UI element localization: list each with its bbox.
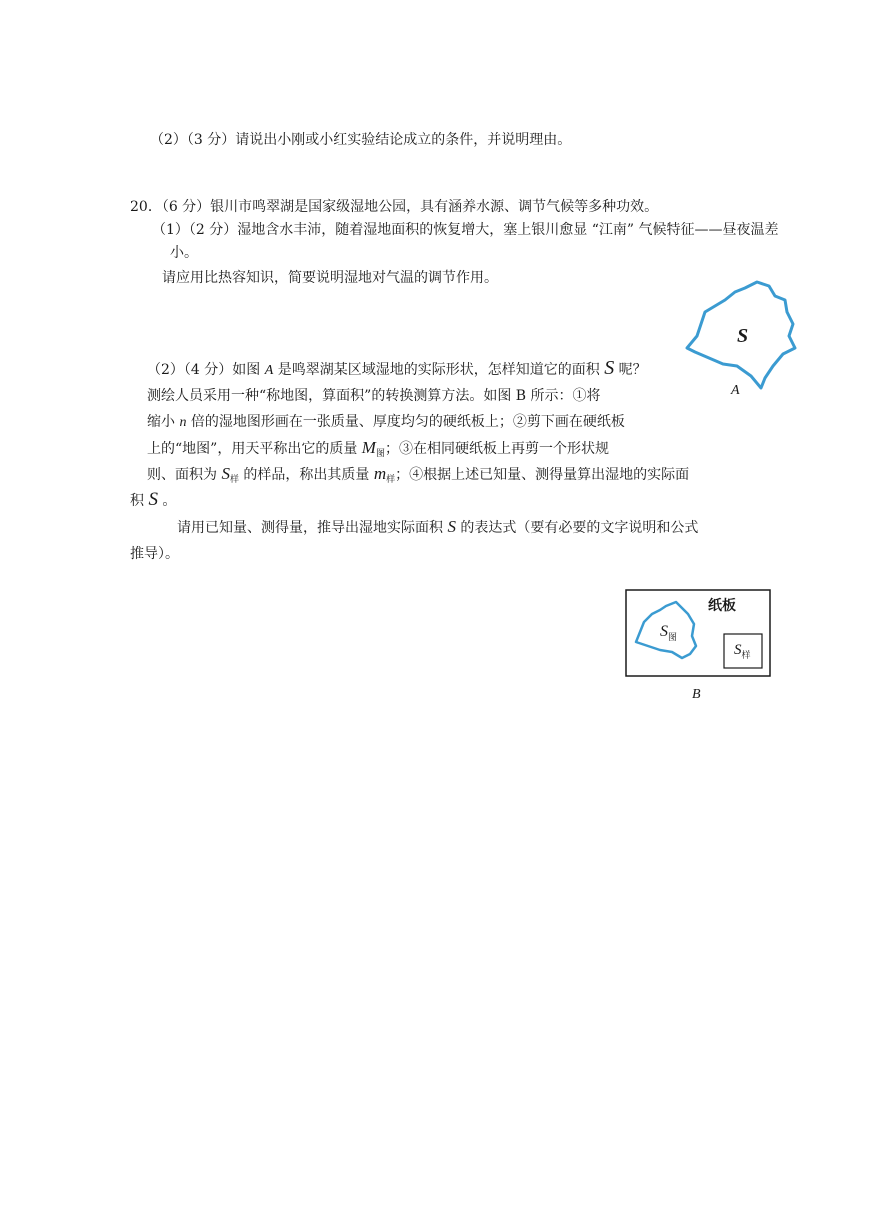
q20-part2-line3	[147, 412, 625, 433]
q20-stem: 20．（6 分）银川市鸣翠湖是国家级湿地公园，具有涵养水源、调节气候等多种功效。	[130, 199, 659, 215]
text-run: ；④根据上述已知量、测得量算出湿地的实际面	[395, 467, 690, 483]
symbol-s: S	[447, 517, 456, 536]
q20-part1-prompt: 请应用比热容知识，简要说明湿地对气温的调节作用。	[162, 270, 498, 286]
figure-b-caption: B	[692, 687, 701, 702]
figure-b-svg	[624, 588, 774, 704]
q20-part2-line6	[130, 490, 176, 511]
sample-area-label: $S_样$	[734, 642, 751, 660]
q20-part1-line1: （1）（2 分）湿地含水丰沛，随着湿地面积的恢复增大，塞上银川愈显 “江南” 气候特征——昼夜温差	[152, 222, 779, 238]
figure-ref-a: A	[264, 363, 274, 378]
subscript-map: 图	[375, 449, 385, 459]
text-run: 请用已知量、测得量，推导出湿地实际面积	[177, 520, 448, 536]
subscript-sample: 样	[229, 475, 239, 485]
q20-part2-line2: 测绘人员采用一种“称地图，算面积”的转换测算方法。如图 B 所示：①将	[147, 388, 601, 404]
figure-b	[624, 588, 774, 708]
figure-a	[685, 278, 805, 404]
symbol-s: S	[148, 489, 158, 510]
cardboard-label: 纸板	[708, 598, 736, 614]
text-run: 积	[130, 493, 149, 509]
text-run: ；③在相同硬纸板上再剪一个形状规	[384, 441, 609, 457]
map-area-label: $S_图$	[660, 623, 678, 642]
subscript-sample: 样	[386, 475, 396, 485]
q20-part1-line2: 小。	[170, 245, 198, 261]
text-run: （2）（4 分）如图	[147, 362, 265, 378]
symbol-n: n	[179, 415, 187, 430]
figure-a-svg	[685, 278, 805, 400]
figure-a-region-label: S	[737, 325, 749, 347]
q19-part2-text: （2）（3 分）请说出小刚或小红实验结论成立的条件，并说明理由。	[150, 132, 572, 148]
text-run: 是鸣翠湖某区域湿地的实际形状，怎样知道它的面积	[273, 362, 605, 378]
text-run: 上的“地图”，用天平称出它的质量	[147, 441, 362, 457]
symbol-m-map: M	[361, 438, 376, 457]
symbol-s-sample: S	[221, 464, 230, 483]
q20-part2-line7	[177, 517, 698, 538]
q20-part2-line5	[147, 464, 689, 490]
q20-part2-line4	[147, 438, 609, 464]
q20-part2-line8: 推导）。	[130, 546, 179, 562]
text-run: 呢？	[614, 362, 647, 378]
text-run: 的样品，称出其质量	[238, 467, 374, 483]
text-run: 倍的湿地图形画在一张质量、厚度均匀的硬纸板上；②剪下画在硬纸板	[186, 414, 625, 430]
text-run: 缩小	[147, 414, 180, 430]
text-run: 。	[157, 493, 177, 509]
text-run: 的表达式（要有必要的文字说明和公式	[455, 520, 699, 536]
text-run: 则、面积为	[147, 467, 222, 483]
figure-a-caption: A	[731, 383, 740, 398]
symbol-m-sample: m	[373, 464, 387, 483]
q20-part2-line1	[147, 358, 647, 381]
symbol-s: S	[604, 357, 615, 379]
